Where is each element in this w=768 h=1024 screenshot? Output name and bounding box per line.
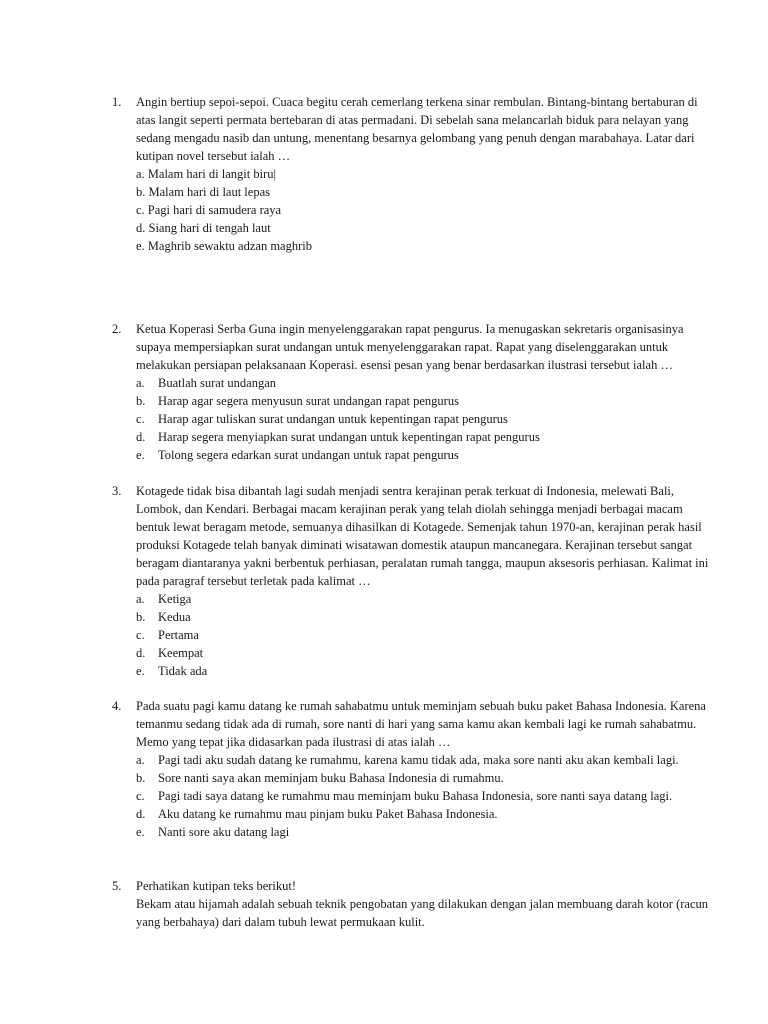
option-text: Pagi tadi saya datang ke rumahmu mau meminjam buku Bahasa Indonesia, sore nanti saya datang lagi. [158, 789, 673, 803]
option-b [112, 608, 712, 626]
option-text: Ketiga [158, 592, 192, 606]
option-text: Sore nanti saya akan meminjam buku Bahasa Indonesia di rumahmu. [158, 771, 504, 785]
option-e: e. Maghrib sewaktu adzan maghrib [136, 239, 312, 253]
question-5 [112, 877, 712, 931]
option-list [112, 165, 712, 255]
option-e [112, 823, 712, 841]
option-d [112, 805, 712, 823]
option-label: e. [136, 448, 145, 462]
option-a [112, 751, 712, 769]
option-text: Buatlah surat undangan [158, 376, 277, 390]
option-d: d. Siang hari di tengah laut [136, 221, 271, 235]
option-list [112, 590, 712, 680]
option-d [112, 428, 712, 446]
option-c [112, 787, 712, 805]
question-text: Ketua Koperasi Serba Guna ingin menyelenggarakan rapat pengurus. Ia menugaskan sekretaris organisasinya supaya mempersiapkan surat undangan untuk menyelenggarakan rapat. Rapat yang diselenggarakan untuk melakukan persiapan pelaksanaan Koperasi. esensi pesan yang benar berdasarkan ilustrasi tersebut ialah … [136, 322, 684, 372]
option-label: b. [136, 771, 146, 785]
option-c [112, 410, 712, 428]
option-text: Tolong segera edarkan surat undangan untuk rapat pengurus [158, 448, 459, 462]
question-number: 2. [112, 322, 122, 336]
option-text: Harap agar tuliskan surat undangan untuk kepentingan rapat pengurus [158, 412, 508, 426]
option-a [112, 374, 712, 392]
option-label: b. [136, 610, 146, 624]
option-b [112, 392, 712, 410]
option-text: Tidak ada [158, 664, 208, 678]
question-4 [112, 697, 712, 841]
option-label: d. [136, 807, 146, 821]
option-b [112, 769, 712, 787]
question-3 [112, 482, 712, 680]
option-label: e. [136, 825, 145, 839]
question-text: Angin bertiup sepoi-sepoi. Cuaca begitu cerah cemerlang terkena sinar rembulan. Bintang-bintang bertaburan di atas langit seperti permata bertebaran di atas permadani. Di sebelah sana melancarlah biduk para nelayan yang sedang mengadu nasib dan untung, menentang besarnya gelombang yang penuh dengan marabahaya. Latar dari kutipan novel tersebut ialah … [136, 95, 698, 163]
option-d [112, 644, 712, 662]
option-label: e. [136, 664, 145, 678]
option-c: c. Pagi hari di samudera raya [136, 203, 282, 217]
quoted-passage: Bekam atau hijamah adalah sebuah teknik pengobatan yang dilakukan dengan jalan membuang darah kotor (racun yang berbahaya) dari dalam tubuh lewat permukaan kulit. [136, 897, 709, 929]
question-2 [112, 320, 712, 464]
option-a: a. Malam hari di langit biru| [136, 167, 276, 181]
option-label: b. [136, 394, 146, 408]
option-text: Aku datang ke rumahmu mau pinjam buku Paket Bahasa Indonesia. [158, 807, 498, 821]
question-1 [112, 93, 712, 255]
option-label: d. [136, 646, 146, 660]
option-text: Harap segera menyiapkan surat undangan untuk kepentingan rapat pengurus [158, 430, 540, 444]
option-label: a. [136, 592, 145, 606]
question-number: 3. [112, 484, 122, 498]
option-label: c. [136, 412, 145, 426]
option-a [112, 590, 712, 608]
option-label: d. [136, 430, 146, 444]
option-list [112, 751, 712, 841]
option-text: Pertama [158, 628, 199, 642]
option-text: Harap agar segera menyusun surat undangan rapat pengurus [158, 394, 459, 408]
option-label: c. [136, 789, 145, 803]
question-number: 5. [112, 879, 122, 893]
question-text: Pada suatu pagi kamu datang ke rumah sahabatmu untuk meminjam sebuah buku paket Bahasa Indonesia. Karena temanmu sedang tidak ada di rumah, sore nanti di hari yang sama kamu akan kembali lagi ke rumah sahabatmu. Memo yang tepat jika didasarkan pada ilustrasi di atas ialah … [136, 699, 706, 749]
option-label: c. [136, 628, 145, 642]
option-c [112, 626, 712, 644]
option-e [112, 662, 712, 680]
option-e [112, 446, 712, 464]
question-text: Kotagede tidak bisa dibantah lagi sudah menjadi sentra kerajinan perak terkuat di Indonesia, melewati Bali, Lombok, dan Kendari. Berbagai macam kerajinan perak yang telah diolah sehingga menjadi berbagai macam bentuk lewat beragam metode, semuanya dihasilkan di Kotagede. Semenjak tahun 1970-an, kerajinan perak hasil produksi Kotagede telah banyak diminati wisatawan domestik ataupun mancanegara. Kerajinan tersebut sangat beragam diantaranya yakni berbentuk perhiasan, peralatan rumah tangga, maupun aksesoris perhiasan. Kalimat ini pada paragraf tersebut terletak pada kalimat … [136, 484, 709, 588]
option-b: b. Malam hari di laut lepas [136, 185, 270, 199]
option-text: Keempat [158, 646, 204, 660]
question-number: 4. [112, 699, 122, 713]
option-text: Pagi tadi aku sudah datang ke rumahmu, karena kamu tidak ada, maka sore nanti aku akan kembali lagi. [158, 753, 679, 767]
option-text: Kedua [158, 610, 191, 624]
option-list [112, 374, 712, 464]
question-number: 1. [112, 95, 122, 109]
option-text: Nanti sore aku datang lagi [158, 825, 290, 839]
option-label: a. [136, 376, 145, 390]
option-label: a. [136, 753, 145, 767]
question-text: Perhatikan kutipan teks berikut! [136, 879, 297, 893]
